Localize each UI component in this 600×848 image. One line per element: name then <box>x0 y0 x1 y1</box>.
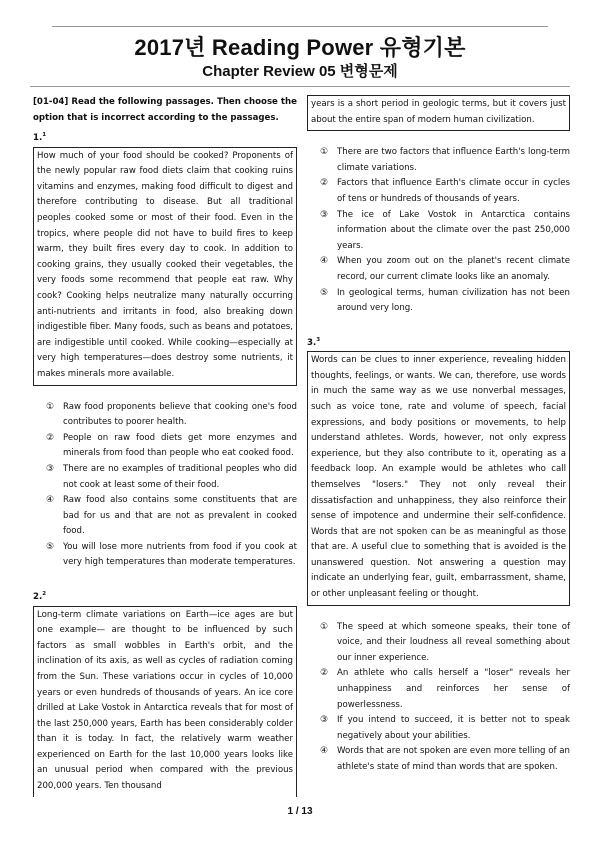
option-text: The speed at which someone speaks, their tone of voice, and their loudness all reveal something about our inner experience. <box>337 621 570 663</box>
question-number-label: 3. <box>307 337 317 348</box>
option-number: ① <box>319 147 329 158</box>
option-text: Factors that influence Earth's climate occur in cycles of tens or hundreds of thousands of years. <box>337 178 570 204</box>
option-number: ⑤ <box>319 287 329 298</box>
instruction: [01-04] Read the following passages. Then choose the option that is incorrect according to the passages. <box>33 97 297 123</box>
footnote-marker: 2 <box>42 591 47 598</box>
option-item[interactable] <box>307 620 570 667</box>
option-text: An athlete who calls herself a "loser" reveals her unhappiness and reinforces her sense of powerlessness. <box>337 668 570 710</box>
option-text: You will lose more nutrients from food if you cook at very high temperatures than moderate temperatures. <box>63 541 297 568</box>
option-text: There are no examples of traditional peoples who did not cook at least some of their food. <box>63 463 297 490</box>
page-subtitle: Chapter Review 05 변형문제 <box>202 63 398 80</box>
option-item[interactable] <box>307 208 570 255</box>
option-text: Raw food proponents believe that cooking one's food contributes to poorer health. <box>63 401 297 428</box>
option-number: ③ <box>319 209 329 220</box>
question-number-label: 1. <box>33 133 43 144</box>
option-item[interactable] <box>307 666 570 713</box>
option-text: Words that are not spoken are even more telling of an athlete's state of mind than words that are spoken. <box>337 746 570 773</box>
option-number: ① <box>319 621 329 632</box>
option-item[interactable] <box>33 431 297 462</box>
page-number: 1 / 13 <box>287 806 313 817</box>
option-number: ③ <box>319 715 329 726</box>
right-column <box>307 95 570 776</box>
option-item[interactable] <box>33 540 297 571</box>
option-text: Raw food also contains some constituents that are bad for us and that are not as prevalent in cooked food. <box>63 495 297 537</box>
option-item[interactable] <box>307 713 570 744</box>
option-text: If you intend to succeed, it is better not to speak negatively about your abilities. <box>337 715 570 741</box>
option-number: ④ <box>319 746 329 757</box>
option-number: ⑤ <box>45 541 55 552</box>
title-rule <box>30 86 570 87</box>
option-item[interactable] <box>307 145 570 176</box>
option-item[interactable] <box>307 176 570 207</box>
question-number-label: 2. <box>33 591 43 602</box>
option-text: When you zoom out on the planet's recent climate record, our current climate looks like an anomaly. <box>337 256 570 282</box>
option-number: ④ <box>319 256 329 267</box>
option-item[interactable] <box>307 254 570 285</box>
option-item[interactable] <box>307 744 570 775</box>
option-number: ① <box>45 401 55 412</box>
footnote-marker: 3 <box>316 336 321 343</box>
left-column <box>33 95 297 797</box>
option-text: The ice of Lake Vostok in Antarctica contains information about the climate over the past 250,000 years. <box>337 209 570 251</box>
question-2-passage: Long-term climate variations on Earth—ice ages are but one example— are thought to be influenced by such factors as small wobbles in Earth's orbit, and the inclination of its axis, as well as cycles of radiation coming from the Sun. These variations occur in cycles of 10,000 years or even hundreds of thousands of years. An ice core drilled at Lake Vostok in Antarctica reveals that for most of the last 250,000 years, Earth has been considerably colder than it is today. In fact, the relatively warm weather experienced on Earth for the last 10,000 years looks like an unusual period when compared with the previous 200,000 years. Ten thousand <box>33 606 297 797</box>
option-item[interactable] <box>307 286 570 317</box>
option-number: ② <box>319 668 329 679</box>
option-number: ④ <box>45 495 55 506</box>
option-number: ② <box>45 432 55 443</box>
option-text: People on raw food diets get more enzymes and minerals from food than people who eat cooked food. <box>63 432 297 459</box>
option-number: ③ <box>45 463 55 474</box>
top-rule <box>52 26 548 27</box>
page-title: 2017년 Reading Power 유형기본 <box>134 35 466 60</box>
question-3-number <box>307 333 570 351</box>
question-1-options <box>33 400 297 572</box>
question-3-options <box>307 620 570 776</box>
question-2-options <box>307 145 570 317</box>
option-item[interactable] <box>33 400 297 431</box>
option-text: In geological terms, human civilization has not been around very long. <box>337 287 570 314</box>
footnote-marker: 1 <box>42 132 47 139</box>
option-number: ② <box>319 178 329 189</box>
option-text: There are two factors that influence Earth's long-term climate variations. <box>337 147 570 173</box>
question-1-passage: How much of your food should be cooked? Proponents of the newly popular raw food diets claim that cooking ruins vitamins and enzymes, making food difficult to digest and therefore contributing to disease. But all traditional peoples cooked some or most of their food. Even in the tropics, where people did not have to build fires to keep warm, they built fires every day to cook. In addition to cooking grains, they usually cooked their vegetables, the very foods some recommend that people eat raw. Why cook? Cooking helps neutralize many naturally occurring anti-nutrients and irritants in food, also breaking down indigestible fiber. Many foods, such as beans and potatoes, are indigestible until cooked. While cooking—especially at very high temperatures—does destroy some nutrients, it makes minerals more available. <box>33 147 297 386</box>
question-1-number <box>33 128 297 146</box>
question-2-passage-continued: years is a short period in geologic terms, but it covers just about the entire span of modern human civilization. <box>307 95 570 131</box>
question-2-number <box>33 587 297 605</box>
option-item[interactable] <box>33 493 297 540</box>
option-item[interactable] <box>33 462 297 493</box>
question-3-passage: Words can be clues to inner experience, revealing hidden thoughts, feelings, or wants. We can, therefore, use words in much the same way as we use nonverbal messages, such as voice tone, rate and volume of speech, facial expressions, and body positions or movements, to help understand athletes. Words, however, not only express experience, but they also contribute to it, operating as a feedback loop. An example would be athletes who call themselves "losers." They not only reveal their dissatisfaction and unhappiness, they also reinforce their sense of impotence and undermine their self-confidence. Words that are not spoken can be as meaningful as those that are. A useful clue to something that is avoided is the unanswered question. Not answering a question may indicate an underlying fear, guilt, embarrassment, shame, or other unpleasant feeling or thought. <box>307 351 570 606</box>
